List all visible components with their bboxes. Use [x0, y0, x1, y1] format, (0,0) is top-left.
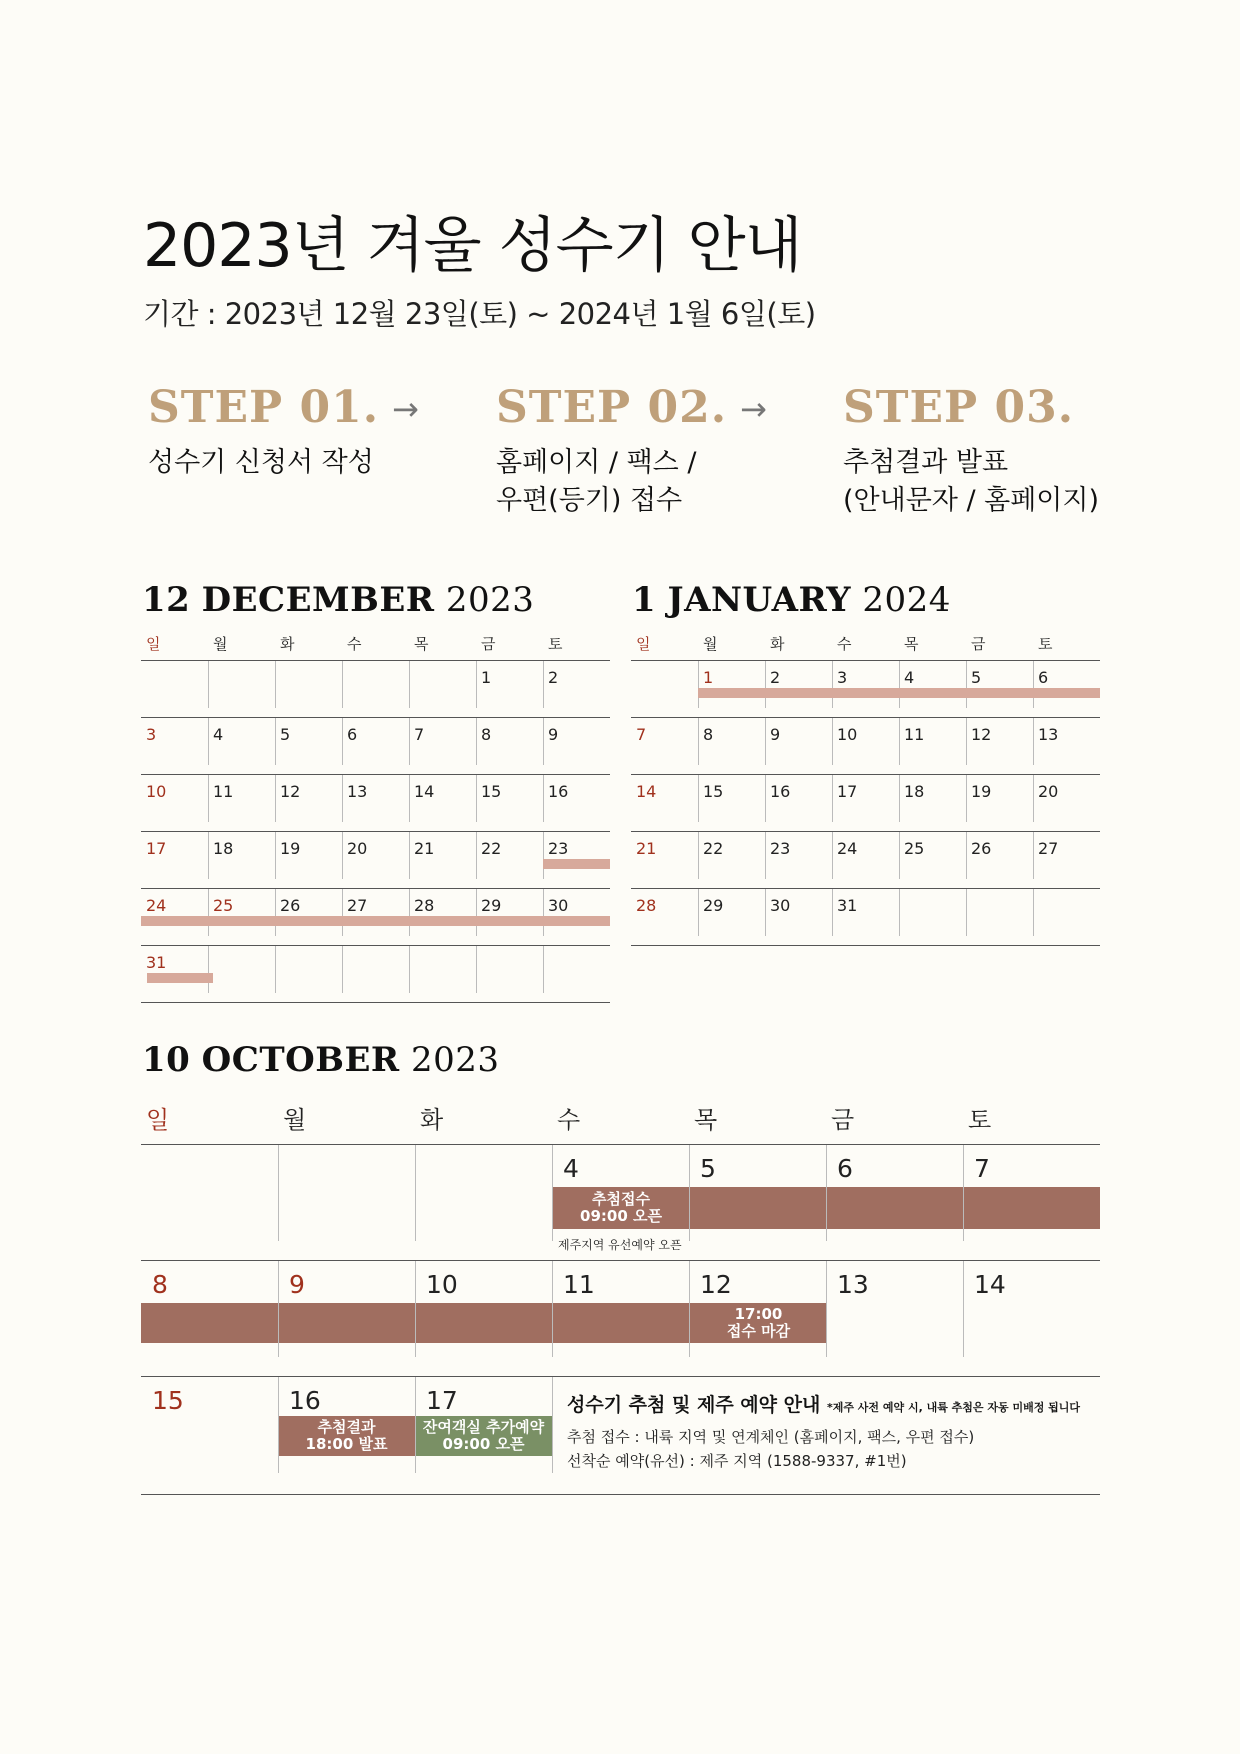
december-column-divider — [275, 889, 276, 936]
december-day: 18 — [213, 839, 234, 858]
december-column-divider — [476, 889, 477, 936]
january-day: 28 — [636, 896, 657, 915]
december-column-divider — [208, 661, 209, 708]
december-day: 8 — [481, 725, 492, 744]
october-column-divider — [552, 1377, 553, 1473]
october-column-divider — [552, 1261, 553, 1357]
info-title-note: *제주 사전 예약 시, 내륙 추첨은 자동 미배정 됩니다 — [826, 1401, 1081, 1414]
october-column-divider — [689, 1145, 690, 1241]
december-day: 22 — [481, 839, 502, 858]
january-day: 3 — [837, 668, 848, 687]
january-column-divider — [1033, 718, 1034, 765]
january-column-divider — [832, 889, 833, 936]
december-day: 6 — [347, 725, 358, 744]
december-column-divider — [342, 889, 343, 936]
january-day: 30 — [770, 896, 791, 915]
january-day: 20 — [1038, 782, 1059, 801]
december-day: 15 — [481, 782, 502, 801]
december-day: 23 — [548, 839, 569, 858]
october-day: 8 — [152, 1270, 168, 1299]
october-column-divider — [552, 1145, 553, 1241]
december-column-divider — [342, 946, 343, 993]
october-weekday: 목 — [694, 1106, 718, 1134]
december-row-line — [141, 888, 610, 889]
december-column-divider — [476, 775, 477, 822]
october-day: 4 — [563, 1154, 579, 1183]
october-day: 5 — [700, 1154, 716, 1183]
december-day: 21 — [414, 839, 435, 858]
january-column-divider — [698, 832, 699, 879]
october-column-divider — [278, 1145, 279, 1241]
lottery-close-line-2: 접수 마감 — [726, 1322, 791, 1340]
extra-booking-label — [415, 1419, 552, 1453]
december-column-divider — [342, 775, 343, 822]
october-column-divider — [963, 1145, 964, 1241]
october-weekday: 월 — [283, 1106, 307, 1134]
december-day: 9 — [548, 725, 559, 744]
january-column-divider — [966, 889, 967, 936]
december-row-line — [141, 831, 610, 832]
arrow-icon: → — [740, 390, 767, 428]
october-column-divider — [963, 1261, 964, 1357]
january-day: 19 — [971, 782, 992, 801]
january-row-line — [631, 717, 1100, 718]
december-column-divider — [409, 661, 410, 708]
december-day: 28 — [414, 896, 435, 915]
october-title-num: 10 — [142, 1040, 191, 1080]
october-bottom-line — [141, 1494, 1100, 1495]
step-2-label: STEP 02. — [496, 382, 728, 433]
january-column-divider — [1033, 889, 1034, 936]
lottery-open-label — [552, 1191, 690, 1225]
december-day: 3 — [146, 725, 157, 744]
january-column-divider — [698, 775, 699, 822]
october-column-divider — [278, 1377, 279, 1473]
january-column-divider — [765, 661, 766, 708]
lottery-close-line-1: 17:00 — [734, 1305, 783, 1323]
december-column-divider — [543, 889, 544, 936]
december-highlight-bar — [141, 916, 610, 926]
january-day: 1 — [703, 668, 714, 687]
january-day: 29 — [703, 896, 724, 915]
december-column-divider — [342, 832, 343, 879]
january-row-line — [631, 888, 1100, 889]
october-day: 10 — [426, 1270, 458, 1299]
january-title-num: 1 — [632, 580, 657, 620]
step-1-line-1: 성수기 신청서 작성 — [148, 447, 374, 478]
january-row-line — [631, 831, 1100, 832]
october-column-divider — [689, 1261, 690, 1357]
december-column-divider — [275, 775, 276, 822]
december-weekday: 금 — [481, 635, 496, 653]
january-day: 21 — [636, 839, 657, 858]
january-day: 12 — [971, 725, 992, 744]
lottery-open-line-1: 추첨접수 — [592, 1190, 650, 1208]
january-day: 27 — [1038, 839, 1059, 858]
october-header-line — [141, 1144, 1100, 1145]
step-1-label: STEP 01. — [148, 382, 380, 433]
december-column-divider — [208, 946, 209, 993]
january-title-month: JANUARY — [667, 580, 851, 620]
december-day: 13 — [347, 782, 368, 801]
extra-booking-line-2: 09:00 오픈 — [442, 1435, 525, 1453]
october-day: 13 — [837, 1270, 869, 1299]
info-title — [567, 1390, 1080, 1417]
december-column-divider — [543, 775, 544, 822]
october-title-year: 2023 — [410, 1040, 500, 1080]
step-3-desc — [843, 444, 1099, 520]
extra-booking-line-1: 잔여객실 추가예약 — [422, 1418, 545, 1436]
december-column-divider — [476, 718, 477, 765]
january-column-divider — [698, 889, 699, 936]
info-line-2: 선착순 예약(유선) : 제주 지역 (1588-9337, #1번) — [567, 1452, 907, 1470]
january-day: 26 — [971, 839, 992, 858]
december-day: 4 — [213, 725, 224, 744]
december-weekday: 월 — [213, 635, 228, 653]
december-column-divider — [275, 661, 276, 708]
december-column-divider — [208, 718, 209, 765]
october-weekday: 화 — [420, 1106, 444, 1134]
december-column-divider — [476, 832, 477, 879]
december-column-divider — [275, 832, 276, 879]
october-row-line — [141, 1376, 1100, 1377]
december-weekday: 화 — [280, 635, 295, 653]
december-column-divider — [409, 718, 410, 765]
october-day: 7 — [974, 1154, 990, 1183]
january-day: 5 — [971, 668, 982, 687]
january-column-divider — [1033, 661, 1034, 708]
october-weekday: 금 — [831, 1106, 855, 1134]
october-title-month: OCTOBER — [201, 1040, 400, 1080]
january-column-divider — [832, 661, 833, 708]
january-day: 24 — [837, 839, 858, 858]
january-weekday: 목 — [904, 635, 919, 653]
december-header-line — [141, 660, 610, 661]
january-row-line — [631, 774, 1100, 775]
january-day: 13 — [1038, 725, 1059, 744]
december-day: 29 — [481, 896, 502, 915]
january-day: 4 — [904, 668, 915, 687]
period-text: 기간 : 2023년 12월 23일(토) ~ 2024년 1월 6일(토) — [143, 297, 816, 331]
jeju-phone-note: 제주지역 유선예약 오픈 — [558, 1238, 682, 1252]
december-weekday: 수 — [347, 635, 362, 653]
january-day: 17 — [837, 782, 858, 801]
december-row-line — [141, 774, 610, 775]
december-day: 16 — [548, 782, 569, 801]
step-2-desc — [496, 444, 696, 520]
january-column-divider — [899, 661, 900, 708]
january-day: 16 — [770, 782, 791, 801]
january-column-divider — [765, 775, 766, 822]
december-column-divider — [409, 775, 410, 822]
january-column-divider — [1033, 832, 1034, 879]
december-day: 24 — [146, 896, 167, 915]
january-day: 23 — [770, 839, 791, 858]
october-row-line — [141, 1260, 1100, 1261]
december-day: 12 — [280, 782, 301, 801]
january-column-divider — [765, 832, 766, 879]
december-column-divider — [208, 889, 209, 936]
december-day: 14 — [414, 782, 435, 801]
january-highlight-bar — [698, 688, 1100, 698]
december-title-month: DECEMBER — [201, 580, 435, 620]
january-column-divider — [966, 661, 967, 708]
december-column-divider — [275, 718, 276, 765]
december-day: 31 — [146, 953, 167, 972]
october-title — [142, 1040, 500, 1080]
december-weekday: 일 — [146, 635, 161, 653]
january-weekday: 월 — [703, 635, 718, 653]
january-column-divider — [832, 775, 833, 822]
step-2-line-1: 홈페이지 / 팩스 / — [496, 447, 697, 478]
january-column-divider — [698, 718, 699, 765]
december-day: 11 — [213, 782, 234, 801]
december-weekday: 목 — [414, 635, 429, 653]
january-title-year: 2024 — [862, 580, 951, 620]
december-day: 2 — [548, 668, 559, 687]
december-day: 26 — [280, 896, 301, 915]
january-day: 11 — [904, 725, 925, 744]
december-title — [142, 580, 534, 620]
january-column-divider — [966, 718, 967, 765]
october-weekday: 일 — [146, 1106, 170, 1134]
january-day: 14 — [636, 782, 657, 801]
october-column-divider — [826, 1261, 827, 1357]
december-column-divider — [543, 718, 544, 765]
january-column-divider — [765, 718, 766, 765]
october-day: 12 — [700, 1270, 732, 1299]
december-day: 17 — [146, 839, 167, 858]
january-column-divider — [899, 889, 900, 936]
january-day: 8 — [703, 725, 714, 744]
january-weekday: 일 — [636, 635, 651, 653]
january-day: 25 — [904, 839, 925, 858]
december-day: 20 — [347, 839, 368, 858]
january-column-divider — [832, 718, 833, 765]
december-day: 7 — [414, 725, 425, 744]
december-title-num: 12 — [142, 580, 191, 620]
december-row-line — [141, 717, 610, 718]
october-column-divider — [415, 1145, 416, 1241]
october-day: 16 — [289, 1386, 321, 1415]
january-header-line — [631, 660, 1100, 661]
december-day: 19 — [280, 839, 301, 858]
step-2-line-2: 우편(등기) 접수 — [496, 485, 683, 516]
january-weekday: 화 — [770, 635, 785, 653]
december-column-divider — [409, 946, 410, 993]
info-line-1: 추첨 접수 : 내륙 지역 및 연계체인 (홈페이지, 팩스, 우편 접수) — [567, 1428, 975, 1446]
december-day: 5 — [280, 725, 291, 744]
january-day: 2 — [770, 668, 781, 687]
december-column-divider — [208, 775, 209, 822]
january-day: 18 — [904, 782, 925, 801]
january-column-divider — [698, 661, 699, 708]
october-column-divider — [826, 1145, 827, 1241]
october-day: 14 — [974, 1270, 1006, 1299]
december-title-year: 2023 — [445, 580, 535, 620]
october-day: 6 — [837, 1154, 853, 1183]
january-column-divider — [966, 775, 967, 822]
january-column-divider — [899, 775, 900, 822]
october-weekday: 토 — [968, 1106, 992, 1134]
october-day: 17 — [426, 1386, 458, 1415]
october-column-divider — [415, 1377, 416, 1473]
january-title — [632, 580, 951, 620]
december-day: 30 — [548, 896, 569, 915]
january-weekday: 금 — [971, 635, 986, 653]
page-title: 2023년 겨울 성수기 안내 — [143, 211, 802, 281]
january-column-divider — [765, 889, 766, 936]
step-3-label: STEP 03. — [843, 382, 1075, 433]
step-3-line-2: (안내문자 / 홈페이지) — [843, 485, 1099, 516]
december-column-divider — [409, 832, 410, 879]
october-column-divider — [278, 1261, 279, 1357]
december-column-divider — [476, 661, 477, 708]
december-highlight-bar — [543, 859, 610, 869]
december-column-divider — [208, 832, 209, 879]
december-day: 27 — [347, 896, 368, 915]
december-column-divider — [409, 889, 410, 936]
january-day: 15 — [703, 782, 724, 801]
january-column-divider — [1033, 775, 1034, 822]
january-day: 7 — [636, 725, 647, 744]
december-row-line — [141, 1002, 610, 1003]
december-column-divider — [342, 661, 343, 708]
january-column-divider — [966, 832, 967, 879]
january-column-divider — [899, 718, 900, 765]
december-column-divider — [342, 718, 343, 765]
arrow-icon: → — [392, 390, 419, 428]
december-column-divider — [543, 832, 544, 879]
october-weekday: 수 — [557, 1106, 581, 1134]
october-day: 11 — [563, 1270, 595, 1299]
result-line-2: 18:00 발표 — [305, 1435, 388, 1453]
result-line-1: 추첨결과 — [317, 1418, 376, 1436]
step-3-line-1: 추첨결과 발표 — [843, 447, 1009, 478]
lottery-close-label — [690, 1306, 827, 1340]
lottery-open-line-2: 09:00 오픈 — [580, 1207, 662, 1225]
january-day: 22 — [703, 839, 724, 858]
result-label — [278, 1419, 415, 1453]
step-1-desc — [148, 444, 374, 482]
december-day: 10 — [146, 782, 167, 801]
december-row-line — [141, 945, 610, 946]
december-column-divider — [476, 946, 477, 993]
january-weekday: 수 — [837, 635, 852, 653]
december-weekday: 토 — [548, 635, 563, 653]
january-day: 10 — [837, 725, 858, 744]
october-day: 9 — [289, 1270, 305, 1299]
january-day: 6 — [1038, 668, 1049, 687]
october-column-divider — [415, 1261, 416, 1357]
december-day: 1 — [481, 668, 492, 687]
december-column-divider — [543, 661, 544, 708]
january-weekday: 토 — [1038, 635, 1053, 653]
january-row-line — [631, 945, 1100, 946]
october-day: 15 — [152, 1386, 184, 1415]
december-column-divider — [275, 946, 276, 993]
january-column-divider — [899, 832, 900, 879]
december-highlight-bar — [147, 973, 213, 983]
january-day: 9 — [770, 725, 781, 744]
january-day: 31 — [837, 896, 858, 915]
january-column-divider — [832, 832, 833, 879]
december-day: 25 — [213, 896, 234, 915]
info-title-text: 성수기 추첨 및 제주 예약 안내 — [567, 1394, 821, 1416]
december-column-divider — [543, 946, 544, 993]
